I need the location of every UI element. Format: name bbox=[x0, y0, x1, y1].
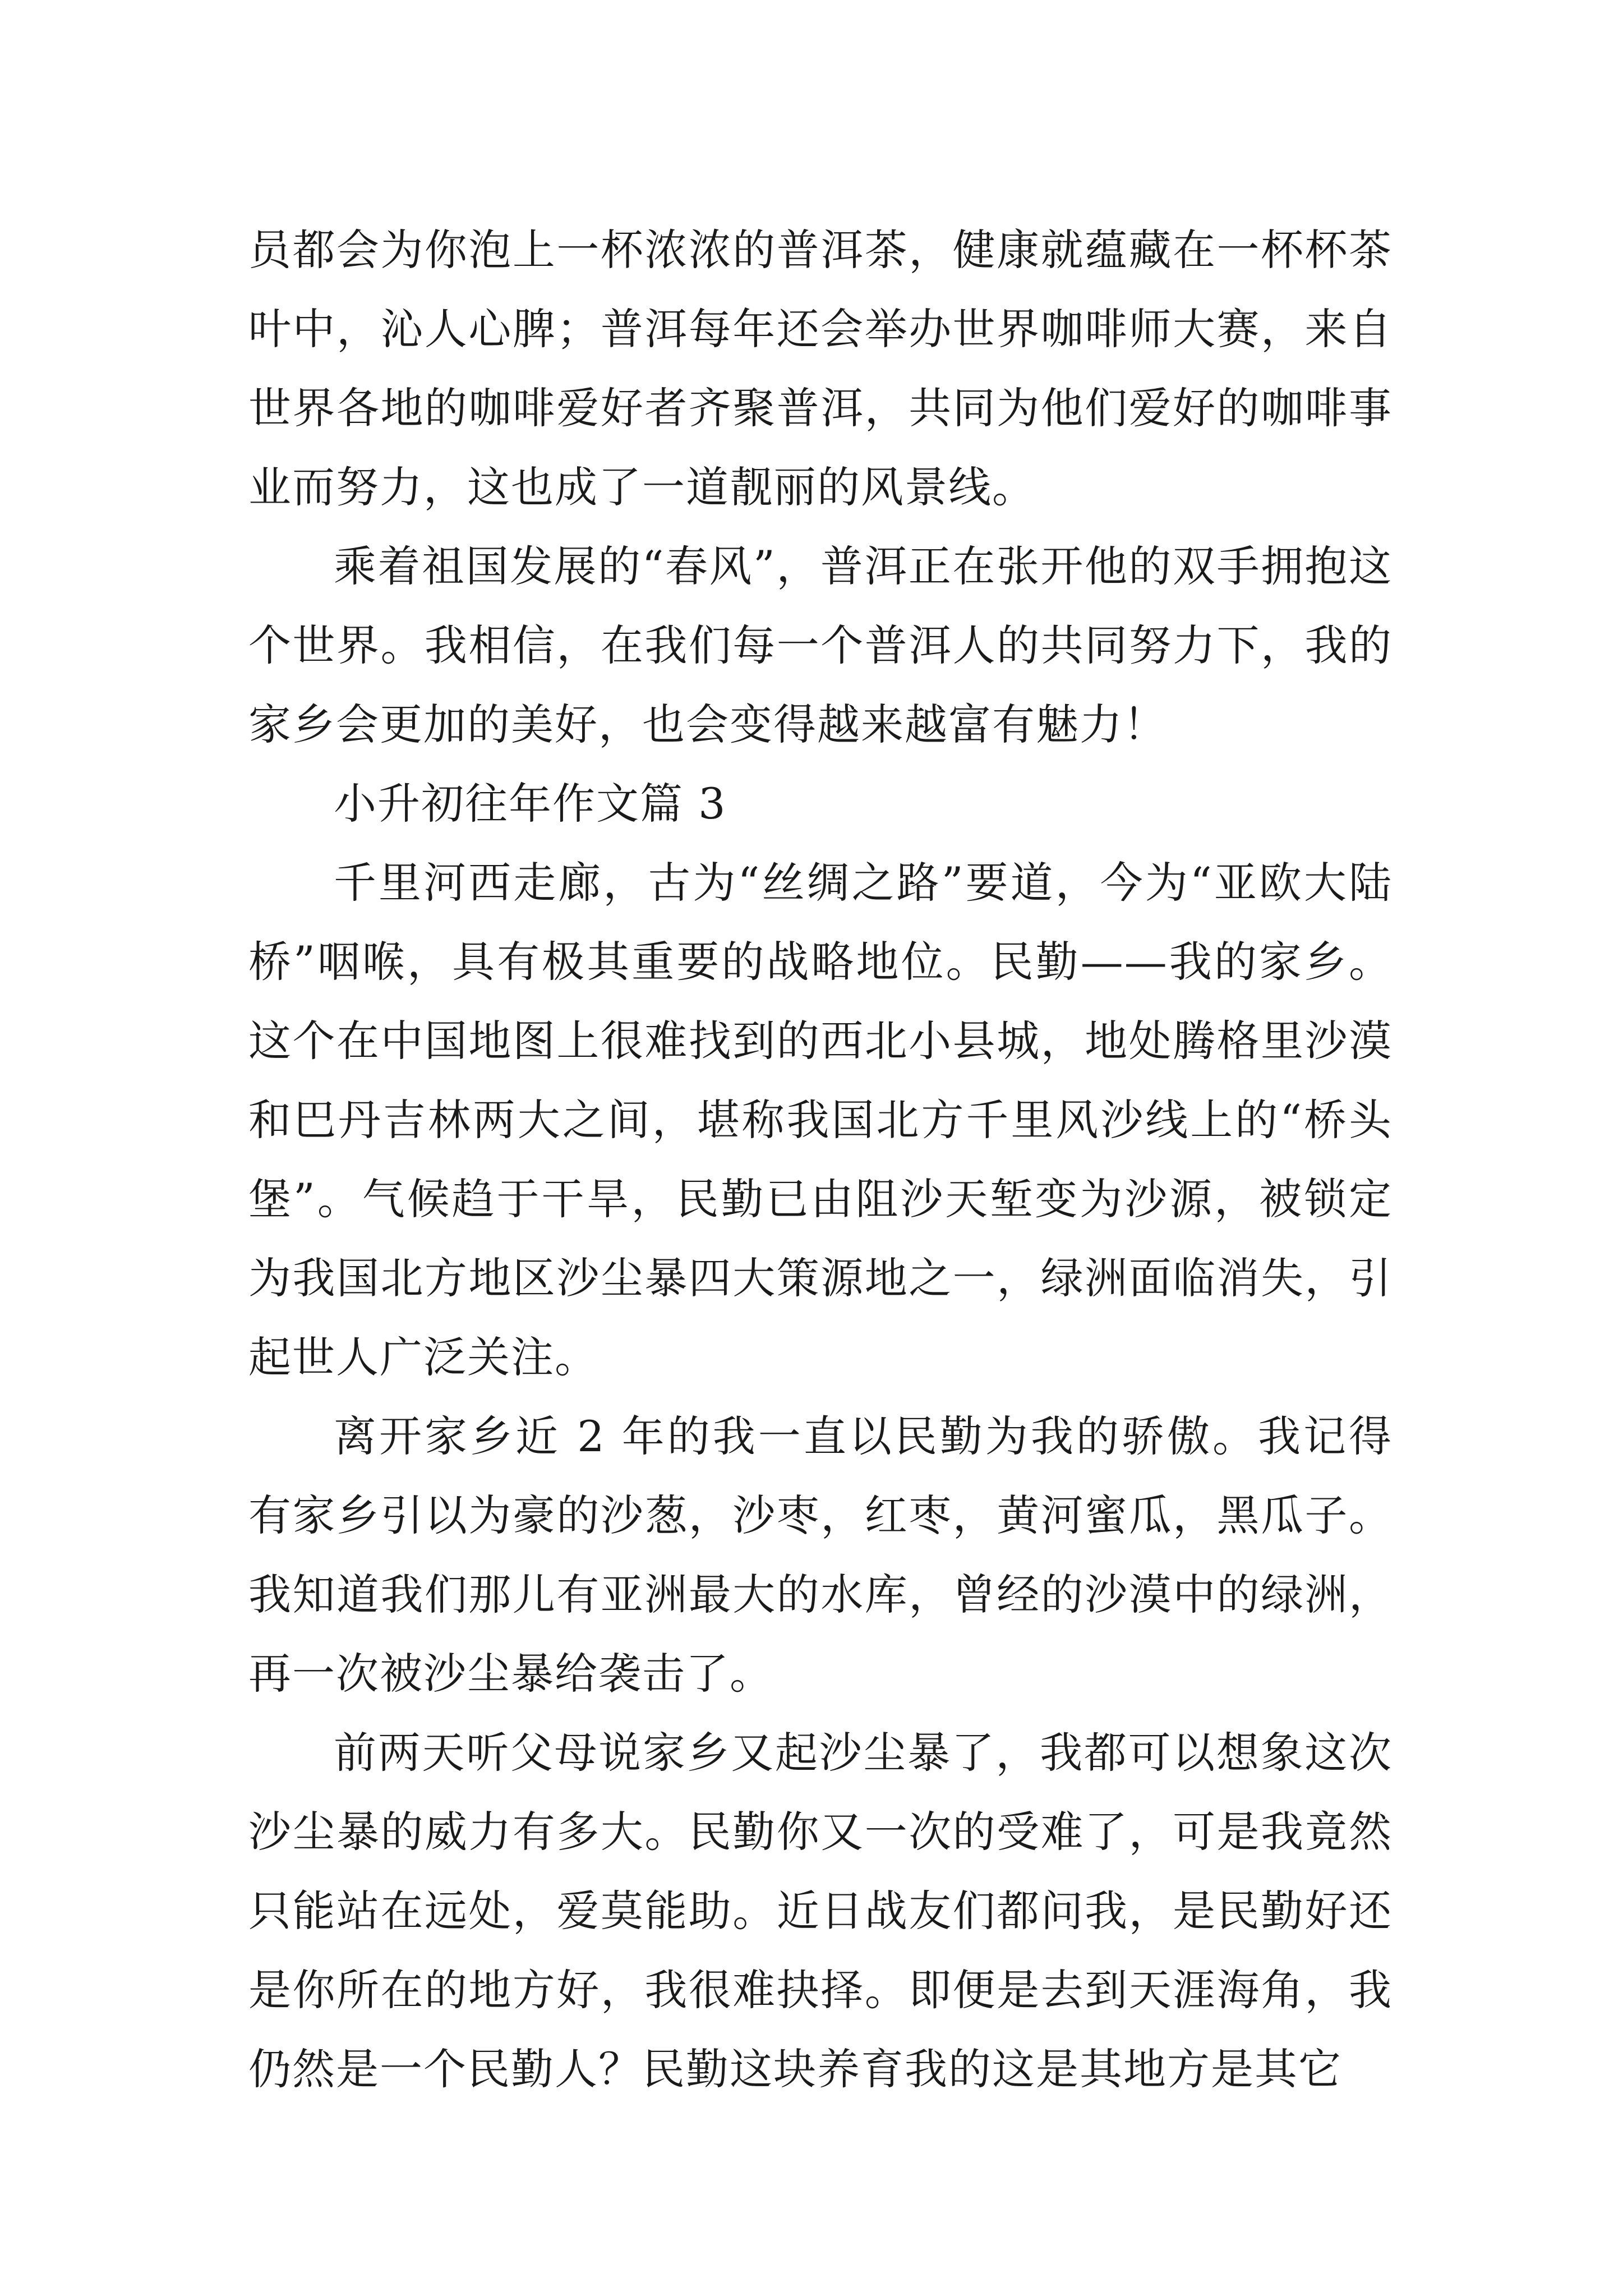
paragraph: 千里河西走廊，古为“丝绸之路”要道，今为“亚欧大陆桥”咽喉，具有极其重要的战略地位。民勤——我的家乡。这个在中国地图上很难找到的西北小县城，地处腾格里沙漠和巴丹吉林两大之间，堪称我国北方千里风沙线上的“桥头堡”。气候趋于干旱，民勤已由阻沙天堑变为沙源，被锁定为我国北方地区沙尘暴四大策源地之一，绿洲面临消失，引起世人广泛关注。 bbox=[248, 858, 1393, 1382]
paragraph: 前两天听父母说家乡又起沙尘暴了，我都可以想象这次沙尘暴的威力有多大。民勤你又一次的受难了，可是我竟然只能站在远处，爱莫能助。近日战友们都问我，是民勤好还是你所在的地方好，我很难抉择。即便是去到天涯海角，我仍然是一个民勤人？民勤这块养育我的这是其地方是其它 bbox=[248, 1728, 1393, 2094]
paragraph: 乘着祖国发展的“春风”，普洱正在张开他的双手拥抱这个世界。我相信，在我们每一个普洱人的共同努力下，我的家乡会更加的美好，也会变得越来越富有魅力！ bbox=[248, 541, 1393, 749]
section-heading: 小升初往年作文篇 3 bbox=[334, 779, 727, 829]
paragraph: 离开家乡近 2 年的我一直以民勤为我的骄傲。我记得有家乡引以为豪的沙葱，沙枣，红枣，黄河蜜瓜，黑瓜子。我知道我们那儿有亚洲最大的水库，曾经的沙漠中的绿洲，再一次被沙尘暴给袭击了。 bbox=[248, 1411, 1393, 1699]
paragraph-continued: 员都会为你泡上一杯浓浓的普洱茶，健康就蕴藏在一杯杯茶叶中，沁人心脾；普洱每年还会举办世界咖啡师大赛，来自世界各地的咖啡爱好者齐聚普洱，共同为他们爱好的咖啡事业而努力，这也成了一道靓丽的风景线。 bbox=[248, 225, 1393, 512]
document-body bbox=[248, 210, 1393, 2109]
